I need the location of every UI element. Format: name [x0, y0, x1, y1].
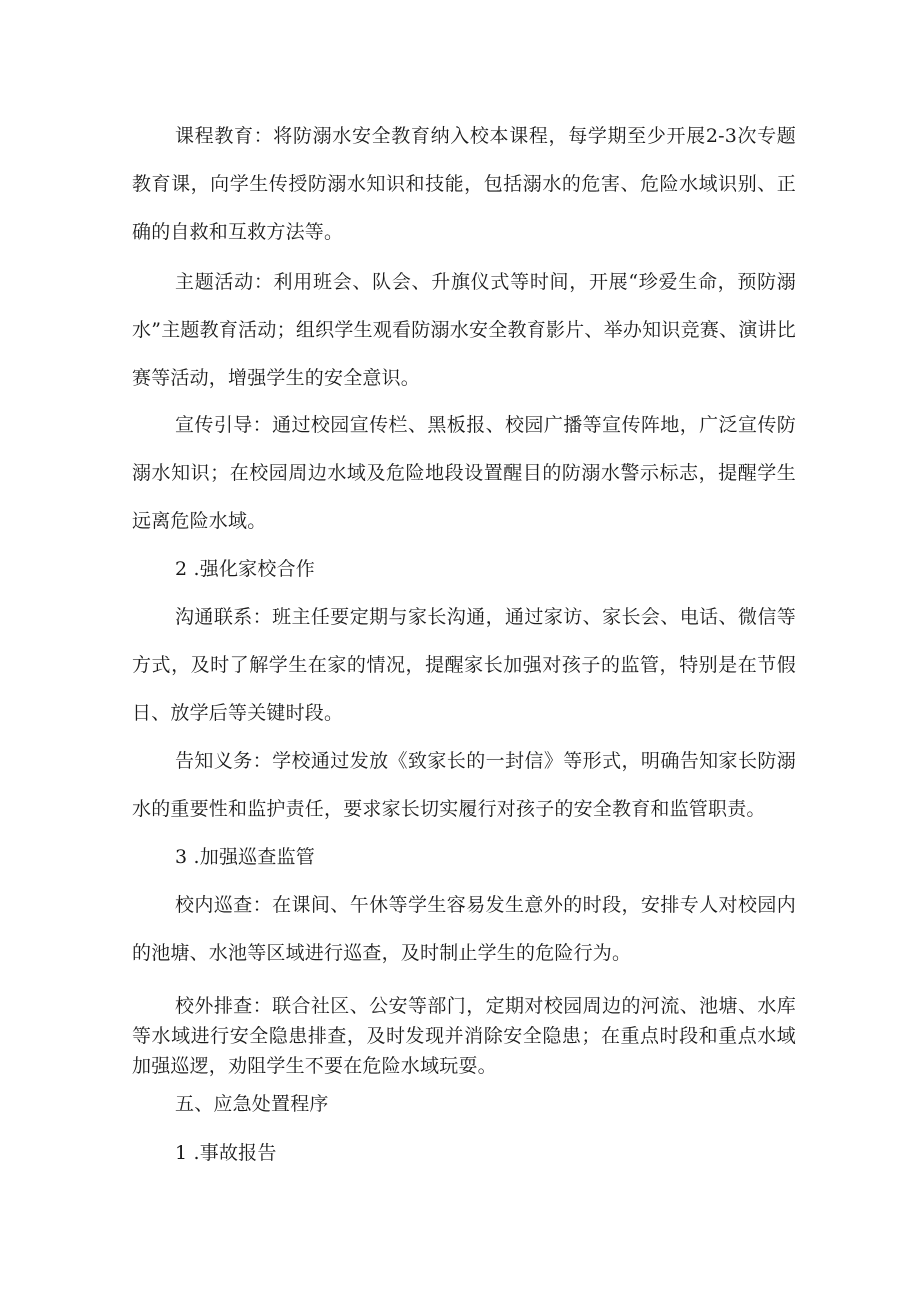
section-heading-home-school: 2 .强化家校合作 — [175, 558, 315, 580]
paragraph-communication: 沟通联系：班主任要定期与家长沟通，通过家访、家长会、电话、微信等方式，及时了解学生在家的情况，提醒家长加强对孩子的监管，特别是在节假日、放学后等关键时段。 — [132, 606, 796, 724]
paragraph-notification-duty: 告知义务：学校通过发放《致家长的一封信》等形式，明确告知家长防溺水的重要性和监护责任，要求家长切实履行对孩子的安全教育和监管职责。 — [132, 750, 796, 820]
paragraph-course-education: 课程教育：将防溺水安全教育纳入校本课程，每学期至少开展2-3次专题教育课，向学生传授防溺水知识和技能，包括溺水的危害、危险水域识别、正确的自救和互救方法等。 — [132, 125, 796, 243]
paragraph-offcampus-inspection: 校外排查：联合社区、公安等部门，定期对校园周边的河流、池塘、水库等水域进行安全隐患排查，及时发现并消除安全隐患；在重点时段和重点水域加强巡逻，劝阻学生不要在危险水域玩耍。 — [132, 995, 796, 1077]
section-heading-accident-report: 1 .事故报告 — [175, 1142, 277, 1164]
paragraph-campus-patrol: 校内巡查：在课间、午休等学生容易发生意外的时段，安排专人对校园内的池塘、水池等区域进行巡查，及时制止学生的危险行为。 — [132, 894, 796, 964]
paragraph-theme-activities: 主题活动：利用班会、队会、升旗仪式等时间，开展“珍爱生命，预防溺水”主题教育活动；组织学生观看防溺水安全教育影片、举办知识竞赛、演讲比赛等活动，增强学生的安全意识。 — [132, 271, 796, 389]
section-heading-patrol: 3 .加强巡查监管 — [175, 846, 315, 868]
section-heading-emergency: 五、应急处置程序 — [175, 1093, 329, 1115]
paragraph-publicity-guidance: 宣传引导：通过校园宣传栏、黑板报、校园广播等宣传阵地，广泛宣传防溺水知识；在校园周边水域及危险地段设置醒目的防溺水警示标志，提醒学生远离危险水域。 — [132, 414, 796, 532]
